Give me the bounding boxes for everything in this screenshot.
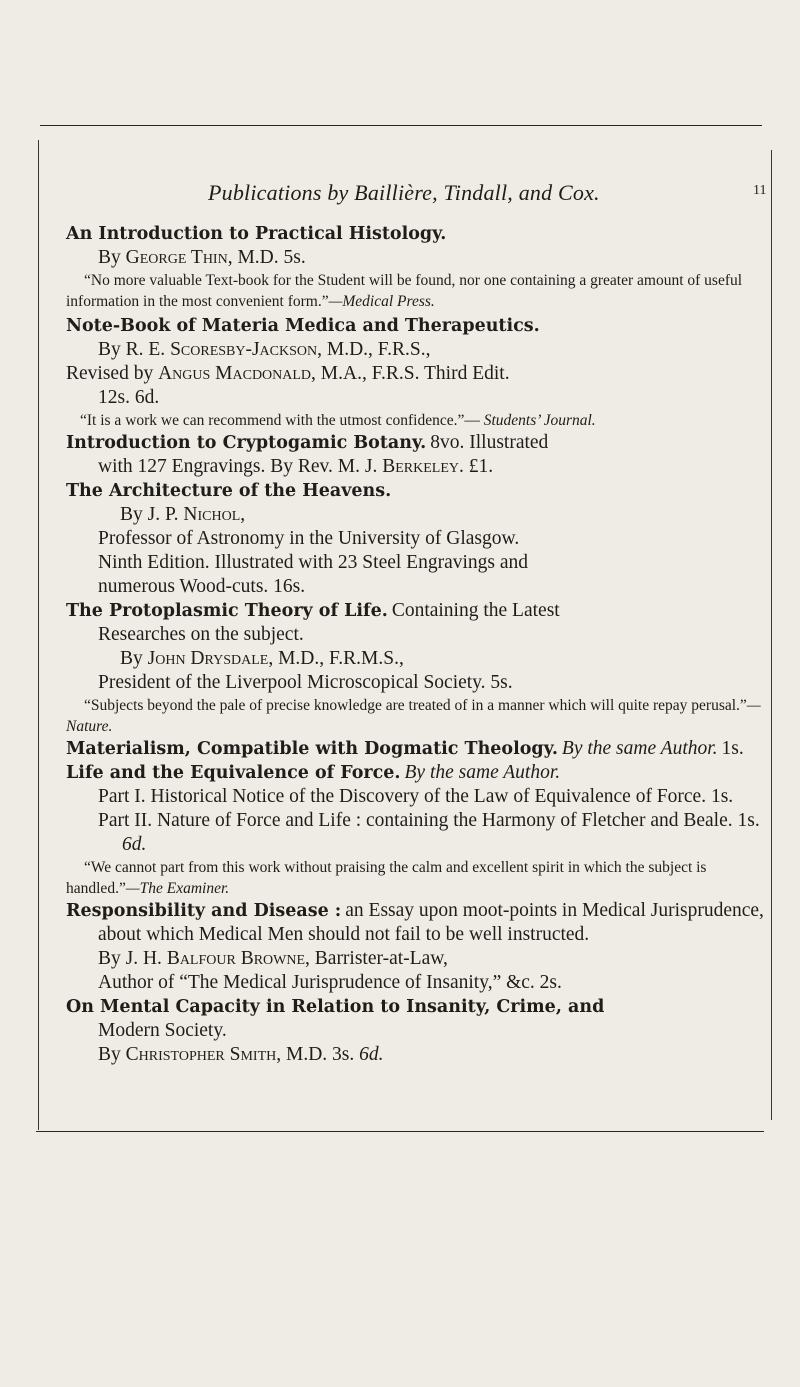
quote-source: Students’ Journal. <box>483 412 596 429</box>
entry-description: Researches on the subject. <box>98 624 304 645</box>
top-rule <box>40 125 762 126</box>
author-note: By the same Author. <box>561 738 718 759</box>
catalogue-page <box>66 222 766 1067</box>
entry-title: The Architecture of the Heavens. <box>66 481 392 501</box>
quote-source: —Medical Press. <box>328 293 435 310</box>
author-name: Berkeley <box>382 456 459 477</box>
entry-title: An Introduction to Practical Histology. <box>66 224 447 244</box>
entry-title: Materialism, Compatible with Dogmatic Theology. <box>66 739 558 759</box>
entry-title: Introduction to Cryptogamic Botany. <box>66 433 427 453</box>
author-name: Balfour Browne <box>166 948 306 969</box>
entry-byline: By George Thin, M.D. 5s. <box>98 247 306 268</box>
entry-description: President of the Liverpool Microscopical Society. 5s. <box>98 672 513 693</box>
entry-byline: with 127 Engravings. By Rev. M. J. Berkeley. £1. <box>98 456 494 477</box>
quote-source: —Nature. <box>66 697 761 735</box>
entry-description: Professor of Astronomy in the University of Glasgow. <box>98 528 520 549</box>
review-quote: “No more valuable Text-book for the Student will be found, nor one containing a greater amount of useful information in the most convenient form.”—Medical Press. <box>66 272 743 310</box>
entry-architecture-heavens <box>66 479 766 599</box>
entry-byline: By John Drysdale, M.D., F.R.M.S., <box>120 648 404 669</box>
quote-source: —The Examiner. <box>125 880 230 897</box>
author-name: Christopher Smith <box>125 1044 277 1065</box>
entry-description: Modern Society. <box>98 1020 227 1041</box>
review-quote: “Subjects beyond the pale of precise knowledge are treated of in a manner which will quite repay perusal.”—Nature. <box>66 697 761 735</box>
reviser-name: Angus Macdonald <box>158 363 312 384</box>
entry-description: numerous Wood-cuts. 16s. <box>98 576 306 597</box>
entry-byline: By J. P. Nichol, <box>120 504 246 525</box>
author-name: Scoresby-Jackson <box>170 339 318 360</box>
entry-title: The Protoplasmic Theory of Life. <box>66 601 388 621</box>
entry-title: Life and the Equivalence of Force. <box>66 763 401 783</box>
page-number: 11 <box>753 183 767 198</box>
entry-byline: By Christopher Smith, M.D. 3s. 6d. <box>98 1044 384 1065</box>
left-border-line <box>38 140 39 1130</box>
entry-histology <box>66 222 766 312</box>
entry-title: On Mental Capacity in Relation to Insanity, Crime, and <box>66 997 605 1017</box>
running-head: Publications by Baillière, Tindall, and Cox. <box>208 180 600 205</box>
entry-materia-medica <box>66 314 766 431</box>
bottom-rule <box>36 1131 764 1132</box>
author-name: John Drysdale <box>147 648 269 669</box>
entry-price: 12s. 6d. <box>98 387 160 408</box>
author-name: George Thin <box>125 247 228 268</box>
author-name: Nichol <box>183 504 241 525</box>
entry-protoplasmic-theory: The Protoplasmic Theory of Life. Containing the Latest Researches on the subject. By John Drysdale, M.D., F.R.M.S., President of the Liverpool Microscopical Society. 5s. “Subjects beyond the pale of precise knowledge are treated of in a manner which will quite repay perusal.”—Nature. <box>66 599 766 737</box>
entry-title: Responsibility and Disease : <box>66 901 342 921</box>
entry-price: 1s. <box>721 738 744 759</box>
entry-byline: By J. H. Balfour Browne, Barrister-at-Law, <box>98 948 448 969</box>
entry-responsibility-disease: Responsibility and Disease : an Essay upon moot-points in Medical Jurisprudence, about which Medical Men should not fail to be well instructed. By J. H. Balfour Browne, Barrister-at-Law, Author of “The Medical Jurisprudence of Insanity,” &c. 2s. <box>66 899 766 995</box>
author-note: By the same Author. <box>404 762 561 783</box>
entry-description: Ninth Edition. Illustrated with 23 Steel Engravings and <box>98 552 529 573</box>
review-quote: “We cannot part from this work without praising the calm and excellent spirit in which the subject is handled.”—The Examiner. <box>66 859 707 897</box>
entry-byline: By R. E. Scoresby-Jackson, M.D., F.R.S., <box>98 339 431 360</box>
entry-title: Note-Book of Materia Medica and Therapeutics. <box>66 316 540 336</box>
right-border-line <box>771 150 772 1120</box>
entry-part-1: Part I. Historical Notice of the Discovery of the Law of Equivalence of Force. 1s. <box>98 786 734 807</box>
entry-equivalence-force <box>66 761 766 899</box>
entry-materialism <box>66 737 766 761</box>
entry-description: Author of “The Medical Jurisprudence of Insanity,” &c. 2s. <box>98 972 562 993</box>
entry-revision: Revised by Angus Macdonald, M.A., F.R.S. Third Edit. <box>66 363 510 384</box>
entry-mental-capacity <box>66 995 766 1067</box>
review-quote: “It is a work we can recommend with the utmost confidence.”— Students’ Journal. <box>80 412 596 429</box>
entry-cryptogamic-botany: Introduction to Cryptogamic Botany. 8vo. Illustrated with 127 Engravings. By Rev. M. J. Berkeley. £1. <box>66 431 766 479</box>
entry-part-2: Part II. Nature of Force and Life : containing the Harmony of Fletcher and Beale. 1s. 6d. <box>98 810 760 855</box>
